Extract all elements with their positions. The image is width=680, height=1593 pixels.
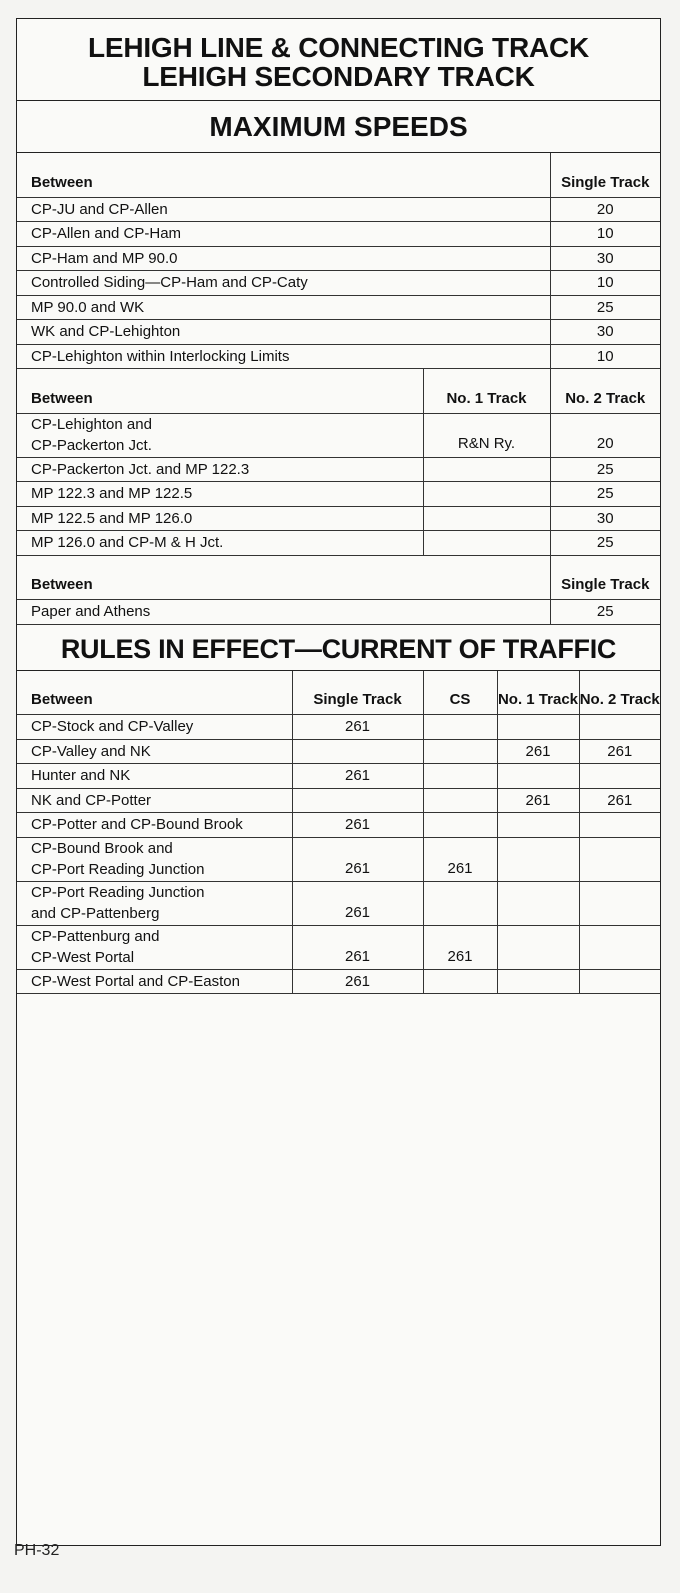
table-row xyxy=(17,457,660,482)
speed-cell: 20 xyxy=(550,197,660,222)
between-cell: CP-Stock and CP-Valley xyxy=(17,715,292,740)
header-between: Between xyxy=(17,556,550,600)
between-cell xyxy=(17,881,292,925)
timetable-page xyxy=(16,18,661,1546)
table-header-row xyxy=(17,153,660,197)
header-no2-track: No. 2 Track xyxy=(550,369,660,413)
max-speeds-heading: MAXIMUM SPEEDS xyxy=(17,101,660,153)
no1-cell xyxy=(423,482,550,507)
table-row xyxy=(17,739,660,764)
no1-cell xyxy=(497,969,579,994)
no1-cell xyxy=(497,881,579,925)
no2-cell xyxy=(579,969,660,994)
header-cs: CS xyxy=(423,671,497,715)
single-cell: 261 xyxy=(292,764,423,789)
cs-cell xyxy=(423,881,497,925)
no2-cell xyxy=(579,837,660,881)
table-row xyxy=(17,969,660,994)
between-line-2: CP-Port Reading Junction xyxy=(31,861,205,878)
header-single-track: Single Track xyxy=(550,556,660,600)
speed-cell: 30 xyxy=(550,246,660,271)
no1-cell: 261 xyxy=(497,739,579,764)
between-cell: CP-Allen and CP-Ham xyxy=(17,222,550,247)
no1-cell xyxy=(423,457,550,482)
no2-cell: 25 xyxy=(550,457,660,482)
table-row xyxy=(17,271,660,296)
no2-cell xyxy=(579,925,660,969)
header-single-track: Single Track xyxy=(292,671,423,715)
header-between: Between xyxy=(17,369,423,413)
between-line-2: and CP-Pattenberg xyxy=(31,905,160,922)
no1-cell xyxy=(497,813,579,838)
table-row xyxy=(17,246,660,271)
table-header-row xyxy=(17,671,660,715)
cs-cell xyxy=(423,788,497,813)
single-cell: 261 xyxy=(292,715,423,740)
table-header-row xyxy=(17,369,660,413)
between-line-1: CP-Pattenburg and xyxy=(31,928,160,945)
no1-cell: R&N Ry. xyxy=(423,413,550,457)
no1-cell: 261 xyxy=(497,788,579,813)
speed-cell: 10 xyxy=(550,222,660,247)
table-row xyxy=(17,837,660,881)
single-cell xyxy=(292,739,423,764)
between-cell: CP-Potter and CP-Bound Brook xyxy=(17,813,292,838)
page-title xyxy=(17,19,660,101)
between-cell: MP 122.3 and MP 122.5 xyxy=(17,482,423,507)
no2-cell xyxy=(579,764,660,789)
no1-cell xyxy=(497,837,579,881)
between-cell: CP-Valley and NK xyxy=(17,739,292,764)
no2-cell xyxy=(579,813,660,838)
between-line-2: CP-West Portal xyxy=(31,949,135,966)
header-between: Between xyxy=(17,153,550,197)
speed-cell: 25 xyxy=(550,295,660,320)
between-cell xyxy=(17,925,292,969)
between-line-1: CP-Port Reading Junction xyxy=(31,884,205,901)
between-cell: Paper and Athens xyxy=(17,600,550,625)
title-line-2: LEHIGH SECONDARY TRACK xyxy=(142,61,535,92)
rules-heading: RULES IN EFFECT—CURRENT OF TRAFFIC xyxy=(17,625,660,671)
header-single-track: Single Track xyxy=(550,153,660,197)
table-row xyxy=(17,222,660,247)
page-number: PH-32 xyxy=(14,1542,60,1559)
no1-cell xyxy=(497,764,579,789)
table-row xyxy=(17,764,660,789)
table-row xyxy=(17,344,660,369)
no2-cell: 25 xyxy=(550,482,660,507)
cs-cell xyxy=(423,739,497,764)
table-row xyxy=(17,413,660,457)
no2-cell xyxy=(579,715,660,740)
between-cell: MP 126.0 and CP-M & H Jct. xyxy=(17,531,423,556)
rules-table xyxy=(17,671,660,995)
between-cell: Controlled Siding—CP-Ham and CP-Caty xyxy=(17,271,550,296)
cs-cell: 261 xyxy=(423,925,497,969)
between-cell: MP 122.5 and MP 126.0 xyxy=(17,506,423,531)
table-row xyxy=(17,482,660,507)
table-row xyxy=(17,925,660,969)
speed-cell: 25 xyxy=(550,600,660,625)
speed-cell: 10 xyxy=(550,271,660,296)
table-row xyxy=(17,600,660,625)
between-cell: CP-West Portal and CP-Easton xyxy=(17,969,292,994)
between-cell: CP-Lehighton within Interlocking Limits xyxy=(17,344,550,369)
single-cell: 261 xyxy=(292,969,423,994)
cs-cell: 261 xyxy=(423,837,497,881)
between-cell xyxy=(17,837,292,881)
no2-cell: 261 xyxy=(579,739,660,764)
blank-area xyxy=(17,1009,660,1545)
no1-cell xyxy=(497,715,579,740)
table-row xyxy=(17,320,660,345)
single-cell: 261 xyxy=(292,881,423,925)
header-between: Between xyxy=(17,671,292,715)
between-cell: WK and CP-Lehighton xyxy=(17,320,550,345)
single-cell: 261 xyxy=(292,925,423,969)
between-cell: CP-JU and CP-Allen xyxy=(17,197,550,222)
cs-cell xyxy=(423,764,497,789)
between-cell: Hunter and NK xyxy=(17,764,292,789)
max-speeds-double-table xyxy=(17,369,660,556)
no2-cell: 261 xyxy=(579,788,660,813)
title-line-1: LEHIGH LINE & CONNECTING TRACK xyxy=(87,32,590,63)
cs-cell xyxy=(423,813,497,838)
no2-cell: 30 xyxy=(550,506,660,531)
between-line-1: CP-Lehighton and xyxy=(31,416,152,433)
no1-cell xyxy=(423,531,550,556)
speed-cell: 30 xyxy=(550,320,660,345)
table-row xyxy=(17,295,660,320)
between-cell: MP 90.0 and WK xyxy=(17,295,550,320)
between-line-2: CP-Packerton Jct. xyxy=(31,437,152,454)
max-speeds-branch-table xyxy=(17,556,660,625)
cs-cell xyxy=(423,969,497,994)
header-no2-track: No. 2 Track xyxy=(579,671,660,715)
table-row xyxy=(17,506,660,531)
single-cell: 261 xyxy=(292,837,423,881)
table-header-row xyxy=(17,556,660,600)
max-speeds-single-table xyxy=(17,153,660,369)
table-row xyxy=(17,715,660,740)
single-cell: 261 xyxy=(292,813,423,838)
between-cell: NK and CP-Potter xyxy=(17,788,292,813)
table-row xyxy=(17,813,660,838)
no1-cell xyxy=(497,925,579,969)
between-cell: CP-Packerton Jct. and MP 122.3 xyxy=(17,457,423,482)
header-no1-track: No. 1 Track xyxy=(423,369,550,413)
no1-cell xyxy=(423,506,550,531)
between-cell xyxy=(17,413,423,457)
table-row xyxy=(17,788,660,813)
table-row xyxy=(17,531,660,556)
no2-cell: 25 xyxy=(550,531,660,556)
single-cell xyxy=(292,788,423,813)
between-line-1: CP-Bound Brook and xyxy=(31,840,173,857)
speed-cell: 10 xyxy=(550,344,660,369)
table-row xyxy=(17,881,660,925)
cs-cell xyxy=(423,715,497,740)
between-cell: CP-Ham and MP 90.0 xyxy=(17,246,550,271)
no2-cell xyxy=(579,881,660,925)
table-row xyxy=(17,197,660,222)
no2-cell: 20 xyxy=(550,413,660,457)
header-no1-track: No. 1 Track xyxy=(497,671,579,715)
